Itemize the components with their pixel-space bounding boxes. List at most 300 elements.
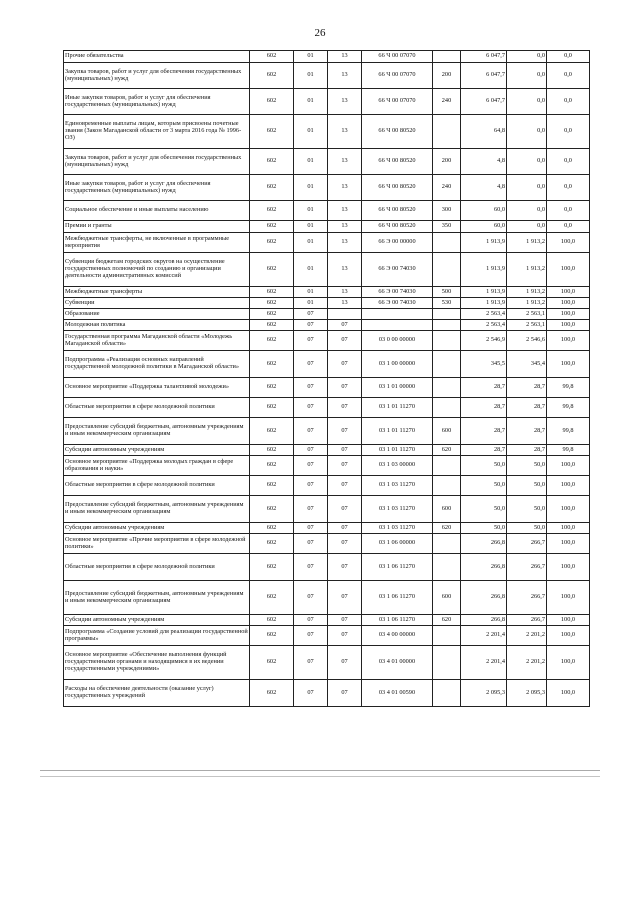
- expense-type-cell: 600: [433, 418, 461, 445]
- planned-amount-cell: 6 047,7: [461, 63, 507, 89]
- ministry-code-cell: 602: [250, 581, 294, 615]
- row-name-cell: Подпрограмма «Реализация основных направлений государственной молодежной политики в Магаданской области»: [64, 351, 250, 378]
- executed-amount-cell: 0,0: [507, 149, 547, 175]
- target-article-cell: 66 Ч 00 80520: [362, 201, 433, 221]
- percent-executed-cell: 0,0: [547, 115, 590, 149]
- row-name-cell: Субсидии автономным учреждениям: [64, 445, 250, 456]
- ministry-code-cell: 602: [250, 476, 294, 496]
- planned-amount-cell: 2 563,4: [461, 320, 507, 331]
- table-row: [64, 646, 590, 680]
- expense-type-cell: [433, 115, 461, 149]
- subsection-code-cell: 13: [328, 175, 362, 201]
- subsection-code-cell: 13: [328, 221, 362, 233]
- target-article-cell: 03 1 01 11270: [362, 445, 433, 456]
- scan-artifact-line: [40, 770, 600, 771]
- expense-type-cell: 600: [433, 581, 461, 615]
- planned-amount-cell: 2 095,3: [461, 680, 507, 707]
- executed-amount-cell: 266,7: [507, 534, 547, 554]
- section-code-cell: 07: [294, 378, 328, 398]
- percent-executed-cell: 0,0: [547, 149, 590, 175]
- expense-type-cell: 240: [433, 175, 461, 201]
- expense-type-cell: [433, 680, 461, 707]
- planned-amount-cell: 50,0: [461, 496, 507, 523]
- subsection-code-cell: 13: [328, 298, 362, 309]
- planned-amount-cell: 345,5: [461, 351, 507, 378]
- executed-amount-cell: 28,7: [507, 378, 547, 398]
- expense-type-cell: 530: [433, 298, 461, 309]
- planned-amount-cell: 50,0: [461, 523, 507, 534]
- subsection-code-cell: 07: [328, 534, 362, 554]
- target-article-cell: 66 Э 00 00000: [362, 233, 433, 253]
- planned-amount-cell: 266,8: [461, 554, 507, 581]
- target-article-cell: 03 1 01 00000: [362, 378, 433, 398]
- expense-type-cell: [433, 320, 461, 331]
- target-article-cell: 03 1 06 11270: [362, 581, 433, 615]
- executed-amount-cell: 28,7: [507, 398, 547, 418]
- table-row: [64, 378, 590, 398]
- table-row: [64, 554, 590, 581]
- executed-amount-cell: 0,0: [507, 115, 547, 149]
- section-code-cell: 01: [294, 298, 328, 309]
- section-code-cell: 07: [294, 554, 328, 581]
- subsection-code-cell: 07: [328, 351, 362, 378]
- expense-type-cell: [433, 233, 461, 253]
- row-name-cell: Субвенции: [64, 298, 250, 309]
- percent-executed-cell: 99,8: [547, 418, 590, 445]
- percent-executed-cell: 100,0: [547, 496, 590, 523]
- subsection-code-cell: 13: [328, 89, 362, 115]
- row-name-cell: Иные закупки товаров, работ и услуг для обеспечения государственных (муниципальных) нужд: [64, 175, 250, 201]
- subsection-code-cell: 07: [328, 626, 362, 646]
- table-row: [64, 149, 590, 175]
- target-article-cell: 03 4 01 00590: [362, 680, 433, 707]
- target-article-cell: 03 1 03 11270: [362, 496, 433, 523]
- table-row: [64, 615, 590, 626]
- subsection-code-cell: 13: [328, 287, 362, 298]
- row-name-cell: Премии и гранты: [64, 221, 250, 233]
- expense-type-cell: [433, 646, 461, 680]
- row-name-cell: Закупка товаров, работ и услуг для обеспечения государственных (муниципальных) нужд: [64, 149, 250, 175]
- executed-amount-cell: 1 913,2: [507, 298, 547, 309]
- section-code-cell: 07: [294, 626, 328, 646]
- executed-amount-cell: 1 913,2: [507, 253, 547, 287]
- section-code-cell: 07: [294, 581, 328, 615]
- section-code-cell: 01: [294, 51, 328, 63]
- table-row: [64, 309, 590, 320]
- row-name-cell: Расходы на обеспечение деятельности (оказание услуг) государственных учреждений: [64, 680, 250, 707]
- section-code-cell: 07: [294, 331, 328, 351]
- row-name-cell: Областные мероприятия в сфере молодежной политики: [64, 398, 250, 418]
- percent-executed-cell: 99,8: [547, 378, 590, 398]
- planned-amount-cell: 1 913,9: [461, 298, 507, 309]
- percent-executed-cell: 100,0: [547, 554, 590, 581]
- subsection-code-cell: 13: [328, 149, 362, 175]
- planned-amount-cell: 2 201,4: [461, 626, 507, 646]
- planned-amount-cell: 50,0: [461, 476, 507, 496]
- table-row: [64, 298, 590, 309]
- ministry-code-cell: 602: [250, 456, 294, 476]
- ministry-code-cell: 602: [250, 398, 294, 418]
- percent-executed-cell: 100,0: [547, 534, 590, 554]
- percent-executed-cell: 99,8: [547, 445, 590, 456]
- ministry-code-cell: 602: [250, 287, 294, 298]
- percent-executed-cell: 100,0: [547, 615, 590, 626]
- expense-type-cell: [433, 331, 461, 351]
- target-article-cell: 03 1 03 11270: [362, 523, 433, 534]
- planned-amount-cell: 4,8: [461, 175, 507, 201]
- executed-amount-cell: 2 201,2: [507, 646, 547, 680]
- table-body: [64, 51, 590, 707]
- percent-executed-cell: 100,0: [547, 331, 590, 351]
- section-code-cell: 01: [294, 201, 328, 221]
- target-article-cell: 03 1 03 11270: [362, 476, 433, 496]
- expense-type-cell: 620: [433, 523, 461, 534]
- percent-executed-cell: 100,0: [547, 476, 590, 496]
- row-name-cell: Областные мероприятия в сфере молодежной политики: [64, 554, 250, 581]
- planned-amount-cell: 28,7: [461, 398, 507, 418]
- expense-type-cell: 240: [433, 89, 461, 115]
- table-row: [64, 221, 590, 233]
- row-name-cell: Молодежная политика: [64, 320, 250, 331]
- planned-amount-cell: 64,8: [461, 115, 507, 149]
- section-code-cell: 07: [294, 418, 328, 445]
- section-code-cell: 07: [294, 445, 328, 456]
- planned-amount-cell: 60,0: [461, 221, 507, 233]
- target-article-cell: 66 Ч 00 07070: [362, 63, 433, 89]
- subsection-code-cell: [328, 309, 362, 320]
- budget-table: [63, 50, 590, 707]
- expense-type-cell: [433, 51, 461, 63]
- executed-amount-cell: 50,0: [507, 523, 547, 534]
- target-article-cell: 03 4 01 00000: [362, 646, 433, 680]
- table-row: [64, 626, 590, 646]
- percent-executed-cell: 0,0: [547, 201, 590, 221]
- ministry-code-cell: 602: [250, 149, 294, 175]
- ministry-code-cell: 602: [250, 626, 294, 646]
- ministry-code-cell: 602: [250, 646, 294, 680]
- percent-executed-cell: 100,0: [547, 351, 590, 378]
- target-article-cell: 66 Ч 00 80520: [362, 115, 433, 149]
- executed-amount-cell: 0,0: [507, 221, 547, 233]
- percent-executed-cell: 100,0: [547, 456, 590, 476]
- table-row: [64, 534, 590, 554]
- target-article-cell: 03 1 06 00000: [362, 534, 433, 554]
- planned-amount-cell: 28,7: [461, 445, 507, 456]
- percent-executed-cell: 0,0: [547, 63, 590, 89]
- table-row: [64, 287, 590, 298]
- subsection-code-cell: 07: [328, 378, 362, 398]
- expense-type-cell: [433, 626, 461, 646]
- row-name-cell: Предоставление субсидий бюджетным, автономным учреждениям и иным некоммерческим организациям: [64, 581, 250, 615]
- expense-type-cell: 300: [433, 201, 461, 221]
- executed-amount-cell: 0,0: [507, 89, 547, 115]
- ministry-code-cell: 602: [250, 89, 294, 115]
- expense-type-cell: [433, 309, 461, 320]
- subsection-code-cell: 07: [328, 581, 362, 615]
- target-article-cell: 66 Э 00 74030: [362, 298, 433, 309]
- planned-amount-cell: 2 563,4: [461, 309, 507, 320]
- ministry-code-cell: 602: [250, 523, 294, 534]
- planned-amount-cell: 28,7: [461, 378, 507, 398]
- row-name-cell: Субсидии автономным учреждениям: [64, 615, 250, 626]
- section-code-cell: 01: [294, 253, 328, 287]
- table-row: [64, 320, 590, 331]
- expense-type-cell: 200: [433, 149, 461, 175]
- section-code-cell: 01: [294, 115, 328, 149]
- planned-amount-cell: 6 047,7: [461, 89, 507, 115]
- subsection-code-cell: 07: [328, 496, 362, 523]
- target-article-cell: 66 Э 00 74030: [362, 253, 433, 287]
- scan-artifact-line: [40, 776, 600, 777]
- expense-type-cell: [433, 351, 461, 378]
- table-row: [64, 51, 590, 63]
- subsection-code-cell: 13: [328, 201, 362, 221]
- table-row: [64, 496, 590, 523]
- target-article-cell: 03 1 01 11270: [362, 418, 433, 445]
- percent-executed-cell: 99,8: [547, 398, 590, 418]
- section-code-cell: 01: [294, 89, 328, 115]
- ministry-code-cell: 602: [250, 554, 294, 581]
- subsection-code-cell: 07: [328, 418, 362, 445]
- row-name-cell: Закупка товаров, работ и услуг для обеспечения государственных (муниципальных) нужд: [64, 63, 250, 89]
- percent-executed-cell: 0,0: [547, 51, 590, 63]
- planned-amount-cell: 266,8: [461, 615, 507, 626]
- subsection-code-cell: 07: [328, 331, 362, 351]
- section-code-cell: 01: [294, 63, 328, 89]
- executed-amount-cell: 266,7: [507, 615, 547, 626]
- executed-amount-cell: 2 201,2: [507, 626, 547, 646]
- ministry-code-cell: 602: [250, 63, 294, 89]
- section-code-cell: 01: [294, 233, 328, 253]
- target-article-cell: 03 1 01 11270: [362, 398, 433, 418]
- percent-executed-cell: 100,0: [547, 233, 590, 253]
- section-code-cell: 01: [294, 175, 328, 201]
- ministry-code-cell: 602: [250, 445, 294, 456]
- subsection-code-cell: 13: [328, 51, 362, 63]
- section-code-cell: 07: [294, 646, 328, 680]
- row-name-cell: Иные закупки товаров, работ и услуг для обеспечения государственных (муниципальных) нужд: [64, 89, 250, 115]
- target-article-cell: 03 1 06 11270: [362, 554, 433, 581]
- percent-executed-cell: 0,0: [547, 221, 590, 233]
- row-name-cell: Предоставление субсидий бюджетным, автономным учреждениям и иным некоммерческим организациям: [64, 418, 250, 445]
- executed-amount-cell: 50,0: [507, 476, 547, 496]
- executed-amount-cell: 28,7: [507, 445, 547, 456]
- section-code-cell: 07: [294, 615, 328, 626]
- executed-amount-cell: 0,0: [507, 175, 547, 201]
- expense-type-cell: 600: [433, 496, 461, 523]
- expense-type-cell: [433, 534, 461, 554]
- target-article-cell: 66 Ч 00 07070: [362, 89, 433, 115]
- subsection-code-cell: 07: [328, 456, 362, 476]
- executed-amount-cell: 1 913,2: [507, 287, 547, 298]
- ministry-code-cell: 602: [250, 418, 294, 445]
- section-code-cell: 01: [294, 287, 328, 298]
- ministry-code-cell: 602: [250, 175, 294, 201]
- executed-amount-cell: 0,0: [507, 51, 547, 63]
- expense-type-cell: [433, 398, 461, 418]
- ministry-code-cell: 602: [250, 615, 294, 626]
- table-row: [64, 201, 590, 221]
- ministry-code-cell: 602: [250, 201, 294, 221]
- expense-type-cell: 620: [433, 445, 461, 456]
- planned-amount-cell: 1 913,9: [461, 287, 507, 298]
- table-row: [64, 398, 590, 418]
- target-article-cell: 66 Ч 00 80520: [362, 149, 433, 175]
- executed-amount-cell: 0,0: [507, 63, 547, 89]
- target-article-cell: [362, 309, 433, 320]
- executed-amount-cell: 345,4: [507, 351, 547, 378]
- row-name-cell: Межбюджетные трансферты, не включенные в программные мероприятия: [64, 233, 250, 253]
- section-code-cell: 01: [294, 149, 328, 175]
- percent-executed-cell: 100,0: [547, 626, 590, 646]
- target-article-cell: 03 1 06 11270: [362, 615, 433, 626]
- expense-type-cell: [433, 554, 461, 581]
- section-code-cell: 07: [294, 398, 328, 418]
- subsection-code-cell: 07: [328, 523, 362, 534]
- subsection-code-cell: 13: [328, 63, 362, 89]
- executed-amount-cell: 28,7: [507, 418, 547, 445]
- expense-type-cell: [433, 476, 461, 496]
- section-code-cell: 07: [294, 320, 328, 331]
- row-name-cell: Единовременные выплаты лицам, которым присвоены почетные звания (Закон Магаданской области от 3 марта 2016 года № 1996-ОЗ): [64, 115, 250, 149]
- expense-type-cell: 620: [433, 615, 461, 626]
- executed-amount-cell: 1 913,2: [507, 233, 547, 253]
- executed-amount-cell: 266,7: [507, 554, 547, 581]
- table-row: [64, 456, 590, 476]
- expense-type-cell: [433, 378, 461, 398]
- ministry-code-cell: 602: [250, 115, 294, 149]
- planned-amount-cell: 50,0: [461, 456, 507, 476]
- table-row: [64, 331, 590, 351]
- section-code-cell: 07: [294, 456, 328, 476]
- expense-type-cell: 500: [433, 287, 461, 298]
- row-name-cell: Основное мероприятие «Поддержка молодых граждан в сфере образования и науки»: [64, 456, 250, 476]
- subsection-code-cell: 07: [328, 680, 362, 707]
- percent-executed-cell: 100,0: [547, 680, 590, 707]
- row-name-cell: Основное мероприятие «Поддержка талантливой молодежи»: [64, 378, 250, 398]
- row-name-cell: Областные мероприятия в сфере молодежной политики: [64, 476, 250, 496]
- table-row: [64, 476, 590, 496]
- table-row: [64, 418, 590, 445]
- ministry-code-cell: 602: [250, 320, 294, 331]
- ministry-code-cell: 602: [250, 298, 294, 309]
- expense-type-cell: 200: [433, 63, 461, 89]
- subsection-code-cell: 07: [328, 615, 362, 626]
- executed-amount-cell: 2 546,6: [507, 331, 547, 351]
- ministry-code-cell: 602: [250, 378, 294, 398]
- row-name-cell: Субсидии автономным учреждениям: [64, 523, 250, 534]
- expense-type-cell: [433, 253, 461, 287]
- executed-amount-cell: 0,0: [507, 201, 547, 221]
- percent-executed-cell: 100,0: [547, 253, 590, 287]
- row-name-cell: Основное мероприятие «Прочие мероприятия в сфере молодежной политики»: [64, 534, 250, 554]
- table-row: [64, 581, 590, 615]
- subsection-code-cell: 07: [328, 554, 362, 581]
- ministry-code-cell: 602: [250, 221, 294, 233]
- table-row: [64, 253, 590, 287]
- percent-executed-cell: 0,0: [547, 89, 590, 115]
- ministry-code-cell: 602: [250, 351, 294, 378]
- row-name-cell: Предоставление субсидий бюджетным, автономным учреждениям и иным некоммерческим организациям: [64, 496, 250, 523]
- row-name-cell: Прочие обязательства: [64, 51, 250, 63]
- table-row: [64, 523, 590, 534]
- percent-executed-cell: 0,0: [547, 175, 590, 201]
- target-article-cell: 03 1 03 00000: [362, 456, 433, 476]
- expense-type-cell: [433, 456, 461, 476]
- section-code-cell: 07: [294, 351, 328, 378]
- target-article-cell: 03 1 00 00000: [362, 351, 433, 378]
- subsection-code-cell: 13: [328, 253, 362, 287]
- subsection-code-cell: 07: [328, 398, 362, 418]
- section-code-cell: 07: [294, 309, 328, 320]
- row-name-cell: Социальное обеспечение и иные выплаты населению: [64, 201, 250, 221]
- target-article-cell: 66 Э 00 74030: [362, 287, 433, 298]
- row-name-cell: Основное мероприятие «Обеспечение выполнения функций государственными органами и находящимися в их ведении государственными учреждениями»: [64, 646, 250, 680]
- target-article-cell: 03 4 00 00000: [362, 626, 433, 646]
- section-code-cell: 07: [294, 496, 328, 523]
- planned-amount-cell: 2 546,9: [461, 331, 507, 351]
- percent-executed-cell: 100,0: [547, 581, 590, 615]
- section-code-cell: 07: [294, 534, 328, 554]
- ministry-code-cell: 602: [250, 680, 294, 707]
- target-article-cell: 66 Ч 00 80520: [362, 175, 433, 201]
- section-code-cell: 07: [294, 476, 328, 496]
- row-name-cell: Образование: [64, 309, 250, 320]
- executed-amount-cell: 50,0: [507, 456, 547, 476]
- target-article-cell: 66 Ч 00 07070: [362, 51, 433, 63]
- target-article-cell: 66 Ч 00 80520: [362, 221, 433, 233]
- executed-amount-cell: 2 095,3: [507, 680, 547, 707]
- ministry-code-cell: 602: [250, 309, 294, 320]
- table-row: [64, 351, 590, 378]
- target-article-cell: 03 0 00 00000: [362, 331, 433, 351]
- ministry-code-cell: 602: [250, 331, 294, 351]
- planned-amount-cell: 60,0: [461, 201, 507, 221]
- table-row: [64, 445, 590, 456]
- target-article-cell: [362, 320, 433, 331]
- percent-executed-cell: 100,0: [547, 523, 590, 534]
- executed-amount-cell: 266,7: [507, 581, 547, 615]
- executed-amount-cell: 2 563,1: [507, 309, 547, 320]
- percent-executed-cell: 100,0: [547, 320, 590, 331]
- row-name-cell: Государственная программа Магаданской области «Молодежь Магаданской области»: [64, 331, 250, 351]
- row-name-cell: Подпрограмма «Создание условий для реализации государственной программы»: [64, 626, 250, 646]
- planned-amount-cell: 1 913,9: [461, 233, 507, 253]
- section-code-cell: 01: [294, 221, 328, 233]
- subsection-code-cell: 13: [328, 115, 362, 149]
- planned-amount-cell: 266,8: [461, 534, 507, 554]
- percent-executed-cell: 100,0: [547, 309, 590, 320]
- ministry-code-cell: 602: [250, 51, 294, 63]
- row-name-cell: Межбюджетные трансферты: [64, 287, 250, 298]
- subsection-code-cell: 07: [328, 646, 362, 680]
- section-code-cell: 07: [294, 523, 328, 534]
- planned-amount-cell: 28,7: [461, 418, 507, 445]
- subsection-code-cell: 13: [328, 233, 362, 253]
- percent-executed-cell: 100,0: [547, 646, 590, 680]
- subsection-code-cell: 07: [328, 320, 362, 331]
- section-code-cell: 07: [294, 680, 328, 707]
- table-row: [64, 680, 590, 707]
- percent-executed-cell: 100,0: [547, 287, 590, 298]
- executed-amount-cell: 50,0: [507, 496, 547, 523]
- ministry-code-cell: 602: [250, 233, 294, 253]
- row-name-cell: Субвенция бюджетам городских округов на осуществление государственных полномочий по созданию и организации деятельности административных комиссий: [64, 253, 250, 287]
- planned-amount-cell: 266,8: [461, 581, 507, 615]
- table-row: [64, 175, 590, 201]
- percent-executed-cell: 100,0: [547, 298, 590, 309]
- planned-amount-cell: 6 047,7: [461, 51, 507, 63]
